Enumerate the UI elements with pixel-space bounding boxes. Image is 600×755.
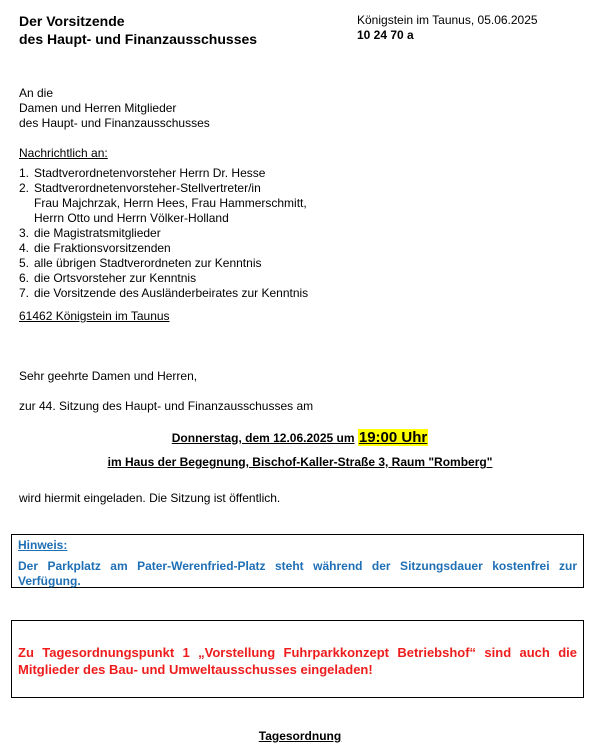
cc-item-text: Stadtverordnetenvorsteher-Stellvertreter/in Frau Majchrzak, Herrn Hees, Frau Hammerschmitt, Herrn Otto und Herrn Völker-Holland xyxy=(34,181,307,225)
notice-text: Der Parkplatz am Pater-Werenfried-Platz steht während der Sitzungsdauer kostenfrei zur Verfügung. xyxy=(18,559,577,588)
red-notice-text: Zu Tagesordnungspunkt 1 „Vorstellung Fuhrparkkonzept Betriebshof“ sind auch die Mitglieder des Bau- und Umweltausschusses eingeladen! xyxy=(18,645,577,677)
meeting-location: im Haus der Begegnung, Bischof-Kaller-Straße 3, Raum "Romberg" xyxy=(107,455,493,469)
cc-item-number: 3. xyxy=(19,226,30,240)
meeting-date: Donnerstag, dem 12.06.2025 um xyxy=(171,431,355,445)
parking-notice-box xyxy=(11,534,584,588)
cc-item xyxy=(19,166,308,181)
cc-item-text: die Ortsvorsteher zur Kenntnis xyxy=(34,271,197,285)
sender-block xyxy=(19,12,257,48)
agenda-item-notice-box xyxy=(11,620,584,698)
cc-item-number: 6. xyxy=(19,271,30,285)
place-date: Königstein im Taunus, 05.06.2025 xyxy=(357,13,538,27)
cc-item-text: Stadtverordnetenvorsteher Herrn Dr. Hesse xyxy=(34,166,266,180)
recipient-line-3: des Haupt- und Finanzausschusses xyxy=(19,116,210,130)
cc-title: Nachrichtlich an: xyxy=(19,146,108,160)
cc-item-number: 2. xyxy=(19,181,30,195)
salutation: Sehr geehrte Damen und Herren, xyxy=(19,369,198,383)
cc-item xyxy=(19,241,308,256)
cc-item xyxy=(19,181,308,226)
cc-item-number: 5. xyxy=(19,256,30,270)
sender-line-2: des Haupt- und Finanzausschusses xyxy=(19,31,258,47)
recipient-block xyxy=(19,86,210,131)
cc-item xyxy=(19,286,308,301)
recipient-line-1: An die xyxy=(19,86,54,100)
meeting-time-highlight: 19:00 Uhr xyxy=(358,429,428,446)
intro-text: zur 44. Sitzung des Haupt- und Finanzausschusses am xyxy=(19,399,314,413)
invitation-text: wird hiermit eingeladen. Die Sitzung ist öffentlich. xyxy=(19,491,281,505)
cc-item-text: die Vorsitzende des Ausländerbeirates zur Kenntnis xyxy=(34,286,309,300)
cc-item xyxy=(19,226,308,241)
cc-item xyxy=(19,256,308,271)
cc-item-text: alle übrigen Stadtverordneten zur Kenntnis xyxy=(34,256,262,270)
sender-line-1: Der Vorsitzende xyxy=(19,13,125,29)
cc-item xyxy=(19,271,308,286)
cc-item-number: 1. xyxy=(19,166,30,180)
cc-list xyxy=(19,166,308,301)
recipient-line-2: Damen und Herren Mitglieder xyxy=(19,101,177,115)
agenda-title: Tagesordnung xyxy=(258,729,342,743)
meeting-date-line xyxy=(0,429,600,447)
city-line: 61462 Königstein im Taunus xyxy=(19,309,170,323)
cc-item-text: die Fraktionsvorsitzenden xyxy=(34,241,171,255)
header-right xyxy=(357,13,538,43)
cc-item-number: 4. xyxy=(19,241,30,255)
notice-title: Hinweis: xyxy=(18,538,68,552)
cc-item-text: die Magistratsmitglieder xyxy=(34,226,161,240)
cc-item-number: 7. xyxy=(19,286,30,300)
reference-number: 10 24 70 a xyxy=(357,28,414,42)
